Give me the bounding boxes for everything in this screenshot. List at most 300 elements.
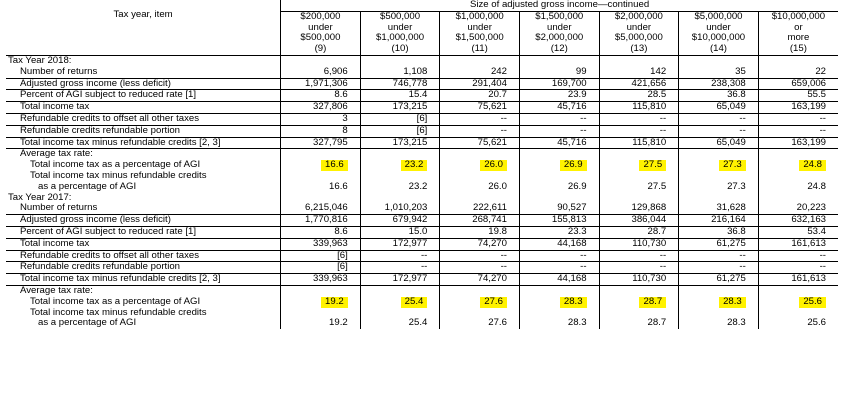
- row-label: [6, 297, 281, 308]
- column-header-line: $1,000,000: [455, 11, 504, 22]
- table-row: [6, 285, 838, 296]
- column-header-line: $2,000,000: [614, 11, 663, 22]
- cell-value: 6,215,046: [305, 203, 348, 214]
- row-label: [6, 274, 281, 286]
- table-cell: [519, 67, 599, 78]
- table-cell: [360, 171, 440, 193]
- column-header: [599, 11, 679, 55]
- table-cell: [281, 149, 361, 160]
- cell-value: 6,906: [323, 66, 348, 77]
- column-header-line: under: [387, 21, 413, 33]
- table-cell: [281, 203, 361, 214]
- table-cell: [599, 113, 679, 125]
- cell-value: 22: [815, 66, 826, 77]
- highlighted-value: 28.7: [639, 297, 666, 308]
- column-header: [440, 11, 520, 55]
- table-cell: [519, 262, 599, 274]
- table-cell: [281, 297, 361, 308]
- cell-value: 74,270: [477, 238, 507, 249]
- column-header-line: $5,000,000: [694, 11, 743, 22]
- cell-value: 44,168: [557, 238, 587, 249]
- cell-value: 163,199: [791, 101, 826, 113]
- empty-cell: [679, 55, 759, 66]
- table-cell: [360, 160, 440, 171]
- cell-value: 28.3: [567, 317, 587, 329]
- table-cell: [519, 171, 599, 193]
- table-row: [6, 67, 838, 78]
- column-header-line: $5,000,000: [614, 32, 663, 44]
- table-cell: [679, 238, 759, 250]
- table-cell: [440, 137, 520, 149]
- cell-value: 53.4: [807, 226, 826, 237]
- cell-value: 16.6: [329, 180, 348, 192]
- empty-cell: [281, 193, 361, 204]
- table-row: [6, 226, 838, 238]
- table-cell: [360, 308, 440, 330]
- cell-value: --: [500, 250, 507, 261]
- table-cell: [440, 215, 520, 227]
- cell-value: 173,215: [392, 137, 428, 148]
- row-label: [6, 125, 281, 137]
- cell-value: 339,963: [313, 238, 348, 249]
- table-row: [6, 250, 838, 262]
- row-label-text: Refundable credits refundable portion: [20, 125, 181, 136]
- table-cell: [440, 171, 520, 193]
- table-cell: [679, 102, 759, 114]
- column-header-line: under: [546, 21, 572, 33]
- table-cell: [599, 125, 679, 137]
- row-label-text: Total income tax as a percentage of AGI: [30, 160, 201, 171]
- cell-value: 15.0: [408, 226, 428, 237]
- table-row: [6, 297, 838, 308]
- cell-value: 28.7: [647, 317, 667, 329]
- cell-value: 74,270: [477, 273, 507, 285]
- table-cell: [440, 102, 520, 114]
- column-header-line: more: [787, 32, 810, 44]
- table-cell: [758, 78, 838, 90]
- row-label-text-cont: as a percentage of AGI: [38, 180, 137, 192]
- cell-value: 1,108: [403, 66, 428, 77]
- table-cell: [440, 226, 520, 238]
- table-row: [6, 149, 838, 160]
- table-cell: [758, 102, 838, 114]
- column-header: [679, 11, 759, 55]
- table-row: [6, 137, 838, 149]
- row-label-text: Total income tax as a percentage of AGI: [30, 296, 201, 307]
- table-cell: [679, 308, 759, 330]
- cell-value: --: [819, 250, 826, 261]
- table-cell: [440, 274, 520, 286]
- section-header-row: [6, 193, 838, 204]
- cell-value: --: [500, 113, 507, 124]
- cell-value: [6]: [416, 113, 428, 124]
- table-cell: [758, 226, 838, 238]
- cell-value: 679,942: [392, 214, 428, 226]
- cell-value: 173,215: [392, 101, 428, 113]
- table-cell: [360, 203, 440, 214]
- table-cell: [360, 274, 440, 286]
- cell-value: 28.3: [727, 317, 746, 329]
- cell-value: 3: [342, 113, 348, 124]
- empty-cell: [440, 193, 520, 204]
- table-cell: [440, 149, 520, 160]
- table-cell: [360, 149, 440, 160]
- table-cell: [360, 102, 440, 114]
- cell-value: --: [659, 113, 667, 124]
- cell-value: 110,730: [632, 273, 667, 285]
- table-cell: [440, 78, 520, 90]
- cell-value: 44,168: [557, 273, 587, 285]
- highlighted-value: 26.0: [480, 160, 507, 171]
- empty-cell: [679, 193, 759, 204]
- table-cell: [519, 113, 599, 125]
- column-header-line: (11): [471, 43, 488, 55]
- cell-value: [6]: [337, 261, 348, 273]
- cell-value: --: [580, 250, 587, 261]
- table-cell: [519, 308, 599, 330]
- table-cell: [519, 226, 599, 238]
- table-cell: [281, 113, 361, 125]
- table-cell: [519, 285, 599, 296]
- table-cell: [440, 67, 520, 78]
- cell-value: 45,716: [557, 137, 587, 148]
- table-cell: [599, 160, 679, 171]
- table-cell: [679, 274, 759, 286]
- table-row: [6, 171, 838, 193]
- column-header-line: $200,000: [300, 11, 341, 22]
- table-row: [6, 160, 838, 171]
- table-cell: [281, 285, 361, 296]
- cell-value: 28.7: [647, 226, 667, 237]
- cell-value: 238,308: [711, 78, 746, 89]
- highlighted-value: 23.2: [401, 160, 428, 171]
- table-cell: [440, 203, 520, 214]
- table-cell: [360, 226, 440, 238]
- cell-value: 172,977: [392, 238, 428, 249]
- cell-value: 90,527: [557, 203, 587, 214]
- table-cell: [360, 125, 440, 137]
- table-cell: [758, 297, 838, 308]
- cell-value: 1,010,203: [384, 203, 428, 214]
- table-cell: [440, 262, 520, 274]
- empty-cell: [440, 55, 520, 66]
- cell-value: 25.6: [807, 317, 826, 329]
- table-cell: [360, 215, 440, 227]
- cell-value: 24.8: [807, 180, 826, 192]
- table-row: [6, 238, 838, 250]
- cell-value: 20.7: [488, 89, 507, 101]
- cell-value: 161,613: [791, 238, 826, 249]
- table-cell: [679, 125, 759, 137]
- cell-value: 169,700: [551, 78, 587, 89]
- column-header-line: $1,000,000: [376, 32, 425, 44]
- table-row: [6, 90, 838, 102]
- table-cell: [440, 113, 520, 125]
- empty-cell: [519, 193, 599, 204]
- cell-value: --: [580, 261, 587, 273]
- row-label-text: Percent of AGI subject to reduced rate [1]: [20, 89, 196, 101]
- table-cell: [440, 285, 520, 296]
- table-cell: [519, 250, 599, 262]
- table-cell: [758, 285, 838, 296]
- cell-value: --: [500, 125, 507, 136]
- table-cell: [679, 171, 759, 193]
- table-row: [6, 113, 838, 125]
- cell-value: 8.6: [334, 226, 348, 237]
- column-header-line: or: [794, 21, 803, 33]
- table-cell: [758, 203, 838, 214]
- table-cell: [679, 149, 759, 160]
- row-label: [6, 90, 281, 102]
- row-label-text: Adjusted gross income (less deficit): [20, 78, 171, 89]
- table-cell: [519, 297, 599, 308]
- cell-value: --: [739, 261, 746, 273]
- table-cell: [679, 137, 759, 149]
- cell-value: 163,199: [791, 137, 826, 148]
- row-label: [6, 137, 281, 149]
- cell-value: 36.8: [727, 226, 746, 237]
- row-label-text: Refundable credits to offset all other taxes: [20, 250, 200, 261]
- empty-cell: [599, 55, 679, 66]
- table-row: [6, 203, 838, 214]
- row-label: [6, 285, 281, 296]
- row-label-text: Number of returns: [20, 66, 98, 77]
- table-cell: [440, 90, 520, 102]
- table-cell: [599, 171, 679, 193]
- table-cell: [599, 102, 679, 114]
- table-cell: [440, 297, 520, 308]
- table-cell: [360, 67, 440, 78]
- cell-value: 99: [575, 66, 587, 77]
- highlighted-value: 27.5: [639, 160, 666, 171]
- empty-cell: [360, 55, 440, 66]
- cell-value: --: [739, 250, 746, 261]
- cell-value: --: [420, 261, 428, 273]
- column-header-line: (12): [550, 43, 568, 55]
- row-label: [6, 67, 281, 78]
- table-cell: [758, 125, 838, 137]
- table-cell: [360, 238, 440, 250]
- table-cell: [360, 137, 440, 149]
- cell-value: 8.6: [334, 89, 348, 101]
- table-cell: [360, 297, 440, 308]
- table-cell: [519, 274, 599, 286]
- table-cell: [679, 90, 759, 102]
- table-cell: [599, 238, 679, 250]
- table-cell: [519, 102, 599, 114]
- cell-value: 65,049: [716, 101, 746, 113]
- highlighted-value: 27.6: [480, 297, 507, 308]
- table-cell: [679, 226, 759, 238]
- row-label: [6, 250, 281, 262]
- table-cell: [519, 149, 599, 160]
- table-cell: [758, 171, 838, 193]
- highlighted-value: 19.2: [321, 297, 348, 308]
- cell-value: 746,778: [392, 78, 428, 89]
- table-cell: [281, 238, 361, 250]
- table-cell: [758, 215, 838, 227]
- cell-value: 45,716: [557, 101, 587, 113]
- row-label-text: Number of returns: [20, 203, 98, 214]
- cell-value: 8: [342, 125, 348, 136]
- table-cell: [519, 238, 599, 250]
- table-cell: [679, 215, 759, 227]
- cell-value: --: [819, 261, 826, 273]
- cell-value: 61,275: [716, 238, 746, 249]
- cell-value: 19.2: [329, 317, 348, 329]
- table-cell: [281, 90, 361, 102]
- cell-value: 1,971,306: [305, 78, 348, 89]
- cell-value: 339,963: [313, 273, 348, 285]
- column-header-line: (10): [391, 43, 409, 55]
- table-cell: [758, 90, 838, 102]
- table-cell: [599, 262, 679, 274]
- table-cell: [281, 226, 361, 238]
- cell-value: 110,730: [632, 238, 667, 249]
- table-cell: [599, 215, 679, 227]
- table-cell: [758, 308, 838, 330]
- table-cell: [519, 90, 599, 102]
- table-cell: [599, 78, 679, 90]
- row-label: [6, 203, 281, 214]
- empty-cell: [360, 193, 440, 204]
- cell-value: 222,611: [472, 203, 507, 214]
- cell-value: 28.5: [647, 89, 667, 101]
- table-cell: [758, 67, 838, 78]
- table-cell: [599, 297, 679, 308]
- column-header: [519, 11, 599, 55]
- cell-value: 115,810: [632, 101, 667, 113]
- column-header-line: $10,000,000: [771, 11, 826, 22]
- section-title: Tax Year 2018:: [8, 55, 72, 66]
- table-cell: [519, 125, 599, 137]
- table-cell: [281, 125, 361, 137]
- column-header-line: under: [308, 21, 333, 33]
- table-cell: [360, 90, 440, 102]
- cell-value: --: [739, 125, 746, 136]
- column-header: [360, 11, 440, 55]
- row-label-text: Adjusted gross income (less deficit): [20, 214, 171, 226]
- column-header-line: (9): [314, 43, 327, 55]
- cell-value: 216,164: [711, 214, 746, 226]
- cell-value: 327,806: [313, 101, 348, 113]
- cell-value: 129,868: [631, 203, 667, 214]
- cell-value: 20,223: [796, 203, 826, 214]
- row-label-text: Total income tax minus refundable credits [2, 3]: [20, 273, 221, 285]
- column-header-line: $1,500,000: [535, 11, 584, 22]
- table-row: [6, 262, 838, 274]
- table-cell: [758, 137, 838, 149]
- table-cell: [599, 137, 679, 149]
- table-cell: [281, 78, 361, 90]
- column-header-line: $500,000: [380, 11, 421, 22]
- cell-value: 386,044: [631, 214, 667, 226]
- row-label-text: Average tax rate:: [20, 285, 93, 296]
- row-label: [6, 308, 281, 330]
- table-cell: [440, 250, 520, 262]
- cell-value: 23.9: [567, 89, 587, 101]
- row-label-text: Refundable credits to offset all other taxes: [20, 113, 200, 124]
- cell-value: 23.2: [408, 180, 428, 192]
- table-row: [6, 102, 838, 114]
- table-cell: [519, 160, 599, 171]
- table-cell: [758, 262, 838, 274]
- cell-value: 242: [490, 66, 507, 77]
- table-row: [6, 274, 838, 286]
- cell-value: 15.4: [408, 89, 428, 101]
- row-label: [6, 149, 281, 160]
- cell-value: 327,795: [313, 137, 348, 148]
- table-cell: [599, 67, 679, 78]
- cell-value: 75,621: [477, 101, 507, 113]
- table-cell: [281, 160, 361, 171]
- table-cell: [440, 160, 520, 171]
- table-caption: Size of adjusted gross income—continued: [281, 0, 838, 11]
- column-header-line: (14): [709, 43, 727, 55]
- table-cell: [679, 285, 759, 296]
- row-label-text: Percent of AGI subject to reduced rate [1]: [20, 226, 196, 237]
- column-header-line: (15): [789, 43, 807, 55]
- row-label-text-cont: as a percentage of AGI: [38, 317, 137, 329]
- cell-value: 23.3: [567, 226, 587, 237]
- row-label: [6, 226, 281, 238]
- table-cell: [679, 262, 759, 274]
- cell-value: 27.3: [727, 180, 746, 192]
- table-cell: [599, 250, 679, 262]
- highlighted-value: 27.3: [719, 160, 746, 171]
- empty-cell: [281, 55, 361, 66]
- row-label-text: Average tax rate:: [20, 148, 93, 160]
- table-cell: [519, 137, 599, 149]
- empty-cell: [599, 193, 679, 204]
- empty-cell: [758, 55, 838, 66]
- table-cell: [281, 171, 361, 193]
- cell-value: 26.9: [567, 180, 587, 192]
- cell-value: 632,163: [791, 214, 826, 226]
- cell-value: --: [500, 261, 507, 273]
- row-label-text: Total income tax: [20, 238, 90, 249]
- cell-value: 291,404: [472, 78, 507, 89]
- table-cell: [281, 137, 361, 149]
- cell-value: 115,810: [632, 137, 667, 148]
- table-cell: [599, 149, 679, 160]
- table-cell: [360, 250, 440, 262]
- table-cell: [679, 250, 759, 262]
- cell-value: 142: [650, 66, 667, 77]
- table-cell: [281, 67, 361, 78]
- table-cell: [758, 113, 838, 125]
- table-cell: [679, 203, 759, 214]
- highlighted-value: 26.9: [560, 160, 587, 171]
- cell-value: --: [659, 261, 667, 273]
- table-cell: [679, 78, 759, 90]
- highlighted-value: 28.3: [719, 297, 746, 308]
- table-cell: [758, 238, 838, 250]
- table-cell: [519, 203, 599, 214]
- cell-value: --: [659, 125, 667, 136]
- table-cell: [281, 215, 361, 227]
- table-cell: [599, 203, 679, 214]
- table-cell: [599, 274, 679, 286]
- row-label: [6, 102, 281, 114]
- table-cell: [440, 125, 520, 137]
- stub-title: Tax year, item: [6, 0, 281, 55]
- cell-value: 55.5: [807, 89, 826, 101]
- row-label: [6, 171, 281, 193]
- table-cell: [679, 160, 759, 171]
- row-label-text: Refundable credits refundable portion: [20, 261, 181, 273]
- row-label: [6, 78, 281, 90]
